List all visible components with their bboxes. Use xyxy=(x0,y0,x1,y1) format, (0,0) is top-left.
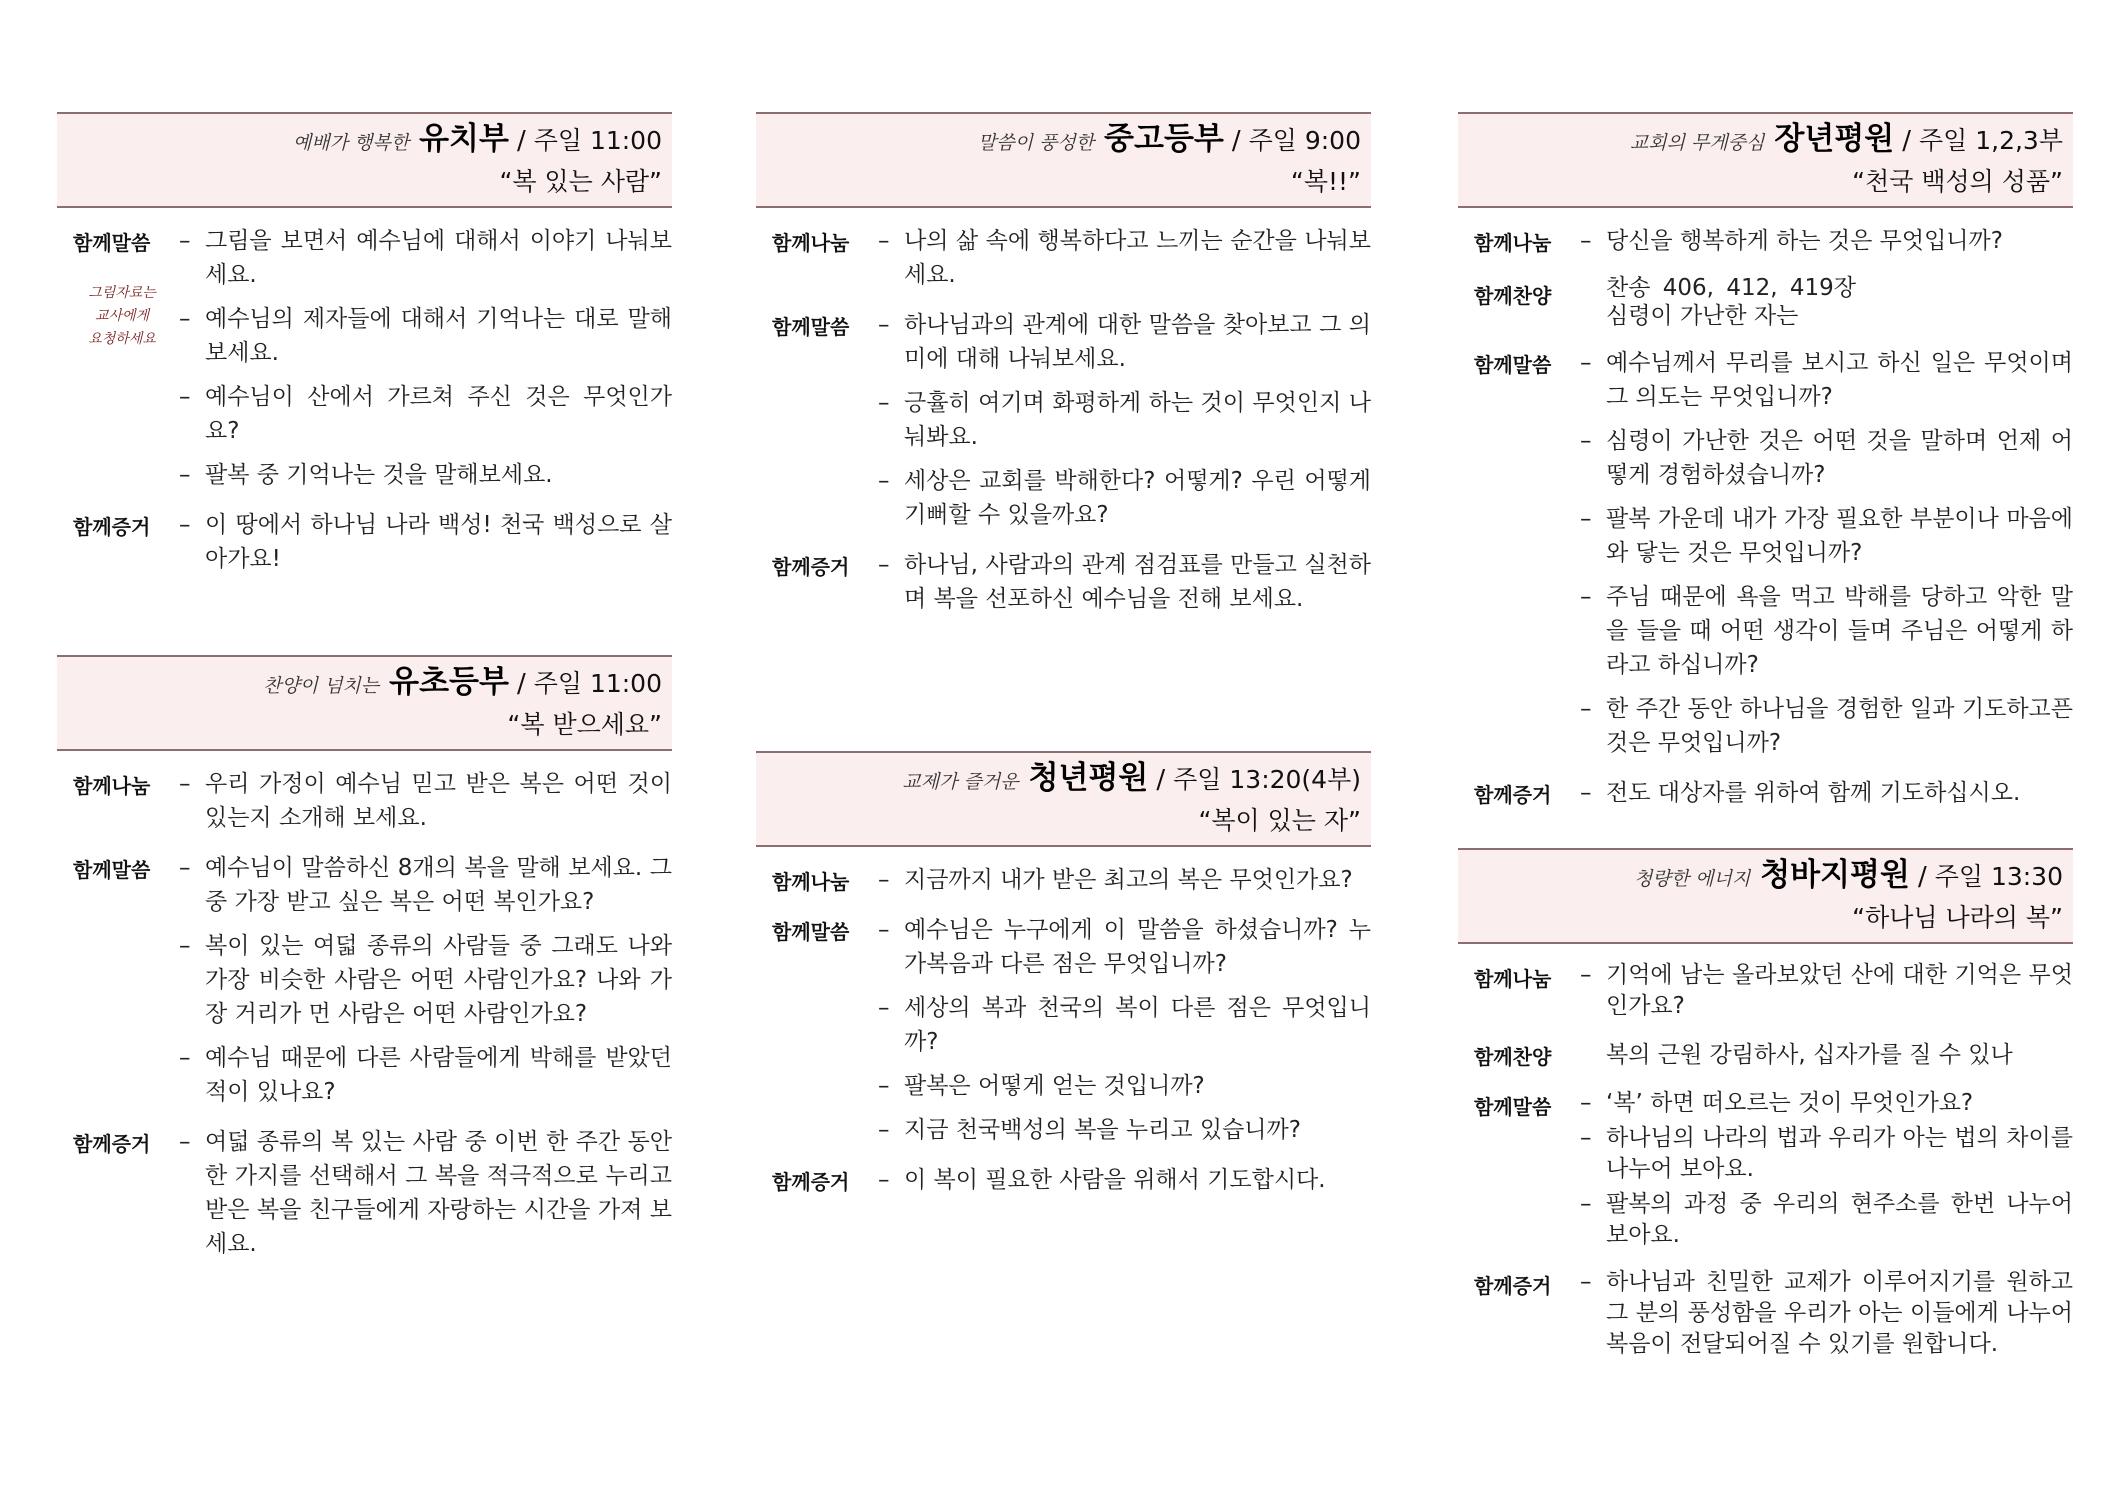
dept-tagline: 찬양이 넘치는 xyxy=(262,675,380,697)
block-label: 함께나눔 xyxy=(73,774,151,798)
block-label: 함께증거 xyxy=(772,555,850,579)
block-praise xyxy=(1458,274,2073,330)
block-witness xyxy=(57,508,672,576)
list-item: – 예수님께서 무리를 보시고 하신 일은 무엇이며 그 의도는 무엇입니까? xyxy=(1580,346,2073,414)
dept-theme: “천국 백성의 성품” xyxy=(1852,167,2063,196)
block-witness xyxy=(756,1163,1371,1197)
block-share xyxy=(756,863,1371,897)
list-item: 복의 근원 강림하사, 십자가를 질 수 있나 xyxy=(1606,1042,2013,1068)
block-label: 함께말씀 xyxy=(772,920,850,944)
list-item: – 예수님이 산에서 가르쳐 주신 것은 무엇인가요? xyxy=(179,380,672,448)
block-word xyxy=(1458,346,2073,760)
block-label: 함께말씀 xyxy=(1474,1095,1552,1119)
dept-name: 유치부 xyxy=(419,121,509,157)
list-item: – 나의 삶 속에 행복하다고 느끼는 순간을 나눠보세요. xyxy=(878,224,1371,292)
list-item: – 예수님 때문에 다른 사람들에게 박해를 받았던 적이 있나요? xyxy=(179,1041,672,1109)
list-item: – 하나님과 친밀한 교제가 이루어지기를 원하고 그 분의 풍성함을 우리가 아는 이들에게 나누어 복음이 전달되어질 수 있기를 원합니다. xyxy=(1580,1267,2073,1360)
section-young-adults xyxy=(756,751,1371,1207)
list-item: – 팔복의 과정 중 우리의 현주소를 한번 나누어 보아요. xyxy=(1580,1189,2073,1251)
block-witness xyxy=(57,1125,672,1261)
section-header: 교회의 무게중심 장년평원 / 주일 1,2,3부 “천국 백성의 성품” xyxy=(1458,112,2073,208)
block-share xyxy=(1458,224,2073,258)
list-item: – 우리 가정이 예수님 믿고 받은 복은 어떤 것이 있는지 소개해 보세요. xyxy=(179,767,672,835)
list-item: – 전도 대상자를 위하여 함께 기도하십시오. xyxy=(1580,776,2073,810)
list-item: – 지금 천국백성의 복을 누리고 있습니까? xyxy=(878,1113,1371,1147)
block-word xyxy=(57,224,672,492)
side-note: 그림자료는 교사에게 요청하세요 xyxy=(88,285,156,347)
dept-time: 주일 13:20(4부) xyxy=(1173,765,1361,794)
list-item: – 하나님과의 관계에 대한 말씀을 찾아보고 그 의미에 대해 나눠보세요. xyxy=(878,308,1371,376)
dept-time: 주일 9:00 xyxy=(1248,126,1361,155)
list-item: – 세상은 교회를 박해한다? 어떻게? 우린 어떻게 기뻐할 수 있을까요? xyxy=(878,464,1371,532)
block-praise xyxy=(1458,1038,2073,1072)
block-label: 함께나눔 xyxy=(1474,967,1552,991)
list-item: 찬송 406, 412, 419장 심령이 가난한 자는 xyxy=(1606,275,1856,329)
dept-name: 장년평원 xyxy=(1774,121,1895,157)
block-label: 함께말씀 xyxy=(73,858,151,882)
block-label: 함께증거 xyxy=(1474,1274,1552,1298)
list-item: – ‘복’ 하면 떠오르는 것이 무엇인가요? xyxy=(1580,1088,2073,1119)
list-item: – 하나님, 사람과의 관계 점검표를 만들고 실천하며 복을 선포하신 예수님을 전해 보세요. xyxy=(878,548,1371,616)
list-item: – 한 주간 동안 하나님을 경험한 일과 기도하고픈 것은 무엇입니까? xyxy=(1580,692,2073,760)
dept-theme: “복 받으세요” xyxy=(507,710,662,739)
block-word xyxy=(57,851,672,1109)
block-witness xyxy=(756,548,1371,616)
dept-name: 청년평원 xyxy=(1028,760,1149,796)
dept-theme: “하나님 나라의 복” xyxy=(1852,903,2063,932)
dept-time: 주일 1,2,3부 xyxy=(1918,126,2063,155)
list-item: – 이 복이 필요한 사람을 위해서 기도합시다. xyxy=(878,1163,1371,1197)
list-item: – 긍휼히 여기며 화평하게 하는 것이 무엇인지 나눠봐요. xyxy=(878,386,1371,454)
block-label: 함께증거 xyxy=(1474,783,1552,807)
section-header: 예배가 행복한 유치부 / 주일 11:00 “복 있는 사람” xyxy=(57,112,672,208)
block-label: 함께증거 xyxy=(73,1132,151,1156)
block-word xyxy=(1458,1088,2073,1251)
section-kindergarten xyxy=(57,112,672,586)
list-item: – 복이 있는 여덟 종류의 사람들 중 그래도 나와 가장 비슷한 사람은 어떤 사람인가요? 나와 가장 거리가 먼 사람은 어떤 사람인가요? xyxy=(179,929,672,1031)
block-label: 함께찬양 xyxy=(1474,284,1552,308)
list-item: – 여덟 종류의 복 있는 사람 중 이번 한 주간 동안 한 가지를 선택해서 그 복을 적극적으로 누리고 받은 복을 친구들에게 자랑하는 시간을 가져 보세요. xyxy=(179,1125,672,1261)
block-word xyxy=(756,913,1371,1147)
dept-name: 유초등부 xyxy=(389,664,509,700)
block-label: 함께찬양 xyxy=(1474,1045,1552,1069)
dept-tagline: 청량한 에너지 xyxy=(1634,868,1751,890)
dept-tagline: 교회의 무게중심 xyxy=(1629,132,1765,154)
list-item: – 팔복 가운데 내가 가장 필요한 부분이나 마음에 와 닿는 것은 무엇입니까? xyxy=(1580,502,2073,570)
list-item: – 하나님의 나라의 법과 우리가 아는 법의 차이를 나누어 보아요. xyxy=(1580,1123,2073,1185)
dept-theme: “복이 있는 자” xyxy=(1198,806,1361,835)
list-item: – 심령이 가난한 것은 어떤 것을 말하며 언제 어떻게 경험하셨습니까? xyxy=(1580,424,2073,492)
block-label: 함께증거 xyxy=(772,1170,850,1194)
list-item: – 세상의 복과 천국의 복이 다른 점은 무엇입니까? xyxy=(878,991,1371,1059)
block-witness xyxy=(1458,776,2073,810)
list-item: – 지금까지 내가 받은 최고의 복은 무엇인가요? xyxy=(878,863,1371,897)
block-label: 함께증거 xyxy=(73,515,151,539)
dept-tagline: 교제가 즐거운 xyxy=(902,771,1019,793)
section-header: 교제가 즐거운 청년평원 / 주일 13:20(4부) “복이 있는 자” xyxy=(756,751,1371,847)
block-label: 함께말씀 xyxy=(772,315,850,339)
list-item: – 팔복 중 기억나는 것을 말해보세요. xyxy=(179,458,672,492)
list-item: – 이 땅에서 하나님 나라 백성! 천국 백성으로 살아가요! xyxy=(179,508,672,576)
section-header: 청량한 에너지 청바지평원 / 주일 13:30 “하나님 나라의 복” xyxy=(1458,848,2073,944)
dept-tagline: 예배가 행복한 xyxy=(292,132,410,154)
dept-time: 주일 13:30 xyxy=(1934,862,2063,891)
list-item: – 당신을 행복하게 하는 것은 무엇입니까? xyxy=(1580,224,2073,258)
block-label: 함께말씀 xyxy=(73,231,151,255)
section-header: 찬양이 넘치는 유초등부 / 주일 11:00 “복 받으세요” xyxy=(57,655,672,751)
block-share xyxy=(57,767,672,835)
dept-theme: “복!!” xyxy=(1290,167,1361,196)
dept-name: 중고등부 xyxy=(1104,121,1224,157)
section-youth xyxy=(756,112,1371,626)
section-elementary xyxy=(57,655,672,1271)
list-item: – 기억에 남는 올라보았던 산에 대한 기억은 무엇인가요? xyxy=(1580,960,2073,1022)
list-item: – 그림을 보면서 예수님에 대해서 이야기 나눠보세요. xyxy=(179,224,672,292)
list-item: – 예수님이 말씀하신 8개의 복을 말해 보세요. 그 중 가장 받고 싶은 복은 어떤 복인가요? xyxy=(179,851,672,919)
list-item: – 주님 때문에 욕을 먹고 박해를 당하고 악한 말을 들을 때 어떤 생각이 들며 주님은 어떻게 하라고 하십니까? xyxy=(1580,580,2073,682)
dept-tagline: 말씀이 풍성한 xyxy=(977,132,1095,154)
list-item: – 예수님의 제자들에 대해서 기억나는 대로 말해 보세요. xyxy=(179,302,672,370)
dept-name: 청바지평원 xyxy=(1760,857,1910,893)
block-label: 함께나눔 xyxy=(772,231,850,255)
section-jeans xyxy=(1458,848,2073,1370)
block-witness xyxy=(1458,1267,2073,1360)
list-item: – 예수님은 누구에게 이 말씀을 하셨습니까? 누가복음과 다른 점은 무엇입니까? xyxy=(878,913,1371,981)
dept-time: 주일 11:00 xyxy=(533,126,662,155)
block-share xyxy=(1458,960,2073,1022)
section-header: 말씀이 풍성한 중고등부 / 주일 9:00 “복!!” xyxy=(756,112,1371,208)
section-adults xyxy=(1458,112,2073,820)
block-share xyxy=(756,224,1371,292)
list-item: – 팔복은 어떻게 얻는 것입니까? xyxy=(878,1069,1371,1103)
block-label: 함께나눔 xyxy=(1474,231,1552,255)
block-label: 함께말씀 xyxy=(1474,353,1552,377)
dept-theme: “복 있는 사람” xyxy=(499,167,662,196)
block-word xyxy=(756,308,1371,532)
block-label: 함께나눔 xyxy=(772,870,850,894)
dept-time: 주일 11:00 xyxy=(533,669,662,698)
